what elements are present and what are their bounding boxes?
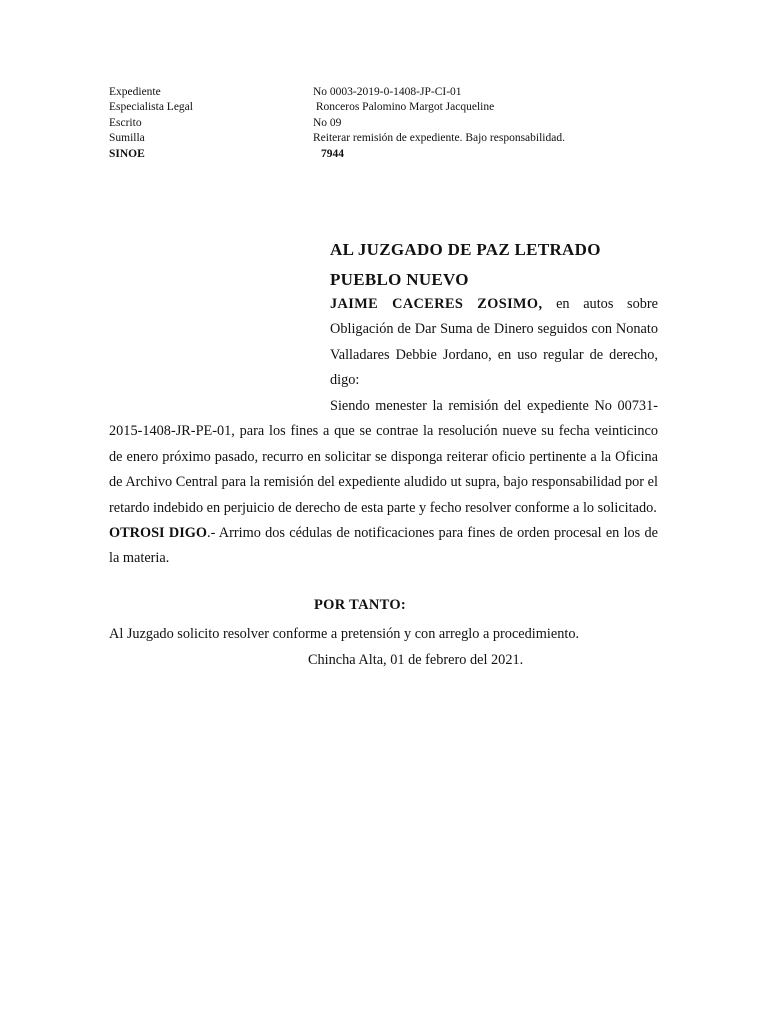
header-row-sinoe bbox=[109, 147, 565, 162]
otrosi-paragraph bbox=[109, 521, 658, 572]
header-label: Expediente bbox=[109, 86, 161, 98]
intro-text: en autos sobre Obligación de Dar Suma de Dinero seguidos con Nonato Valladares Debbie Jordano, en uso regular de derecho, digo: bbox=[330, 296, 658, 389]
header-label: SINOE bbox=[109, 147, 145, 160]
header-value: Ronceros Palomino Margot Jacqueline bbox=[313, 101, 495, 114]
main-paragraph: Siendo menester la remisión del expediente No 00731-2015-1408-JR-PE-01, para los fines a que se contrae la resolución nueve su fecha veinticinco de enero próximo pasado, recurro en solicitar se disponga reiterar oficio pertinente a la Oficina de Archivo Central para la remisión del expediente aludido ut supra, bajo responsabilidad por el retardo indebido en perjuicio de derecho de esta parte y fecho resolver conforme a lo solicitado. bbox=[109, 398, 658, 516]
intro-paragraph bbox=[330, 292, 658, 394]
header-label: Especialista Legal bbox=[109, 101, 193, 114]
header-label: Escrito bbox=[109, 116, 142, 129]
closing-line: Al Juzgado solicito resolver conforme a pretensión y con arreglo a procedimiento. bbox=[109, 626, 580, 642]
document-body bbox=[109, 394, 658, 572]
case-header bbox=[109, 85, 565, 162]
addressee bbox=[330, 235, 601, 295]
petitioner-name: JAIME CACERES ZOSIMO, bbox=[330, 296, 543, 312]
header-row-escrito bbox=[109, 116, 565, 131]
header-value: Reiterar remisión de expediente. Bajo responsabilidad. bbox=[313, 132, 565, 145]
por-tanto-heading: POR TANTO: bbox=[314, 597, 407, 613]
addressee-line2: PUEBLO NUEVO bbox=[330, 270, 469, 289]
header-label: Sumilla bbox=[109, 132, 145, 145]
header-value: No 0003-2019-0-1408-JP-CI-01 bbox=[313, 86, 462, 98]
header-value: 7944 bbox=[321, 147, 344, 160]
otrosi-text: .- Arrimo dos cédulas de notificaciones para fines de orden procesal en los de la materia. bbox=[109, 525, 658, 567]
place-date: Chincha Alta, 01 de febrero del 2021. bbox=[308, 652, 524, 668]
otrosi-label: OTROSI DIGO bbox=[109, 525, 207, 542]
addressee-line1: AL JUZGADO DE PAZ LETRADO bbox=[330, 240, 601, 259]
header-row-especialista bbox=[109, 100, 565, 115]
header-row-expediente bbox=[109, 85, 565, 100]
header-value: No 09 bbox=[313, 116, 342, 129]
header-row-sumilla bbox=[109, 131, 565, 146]
